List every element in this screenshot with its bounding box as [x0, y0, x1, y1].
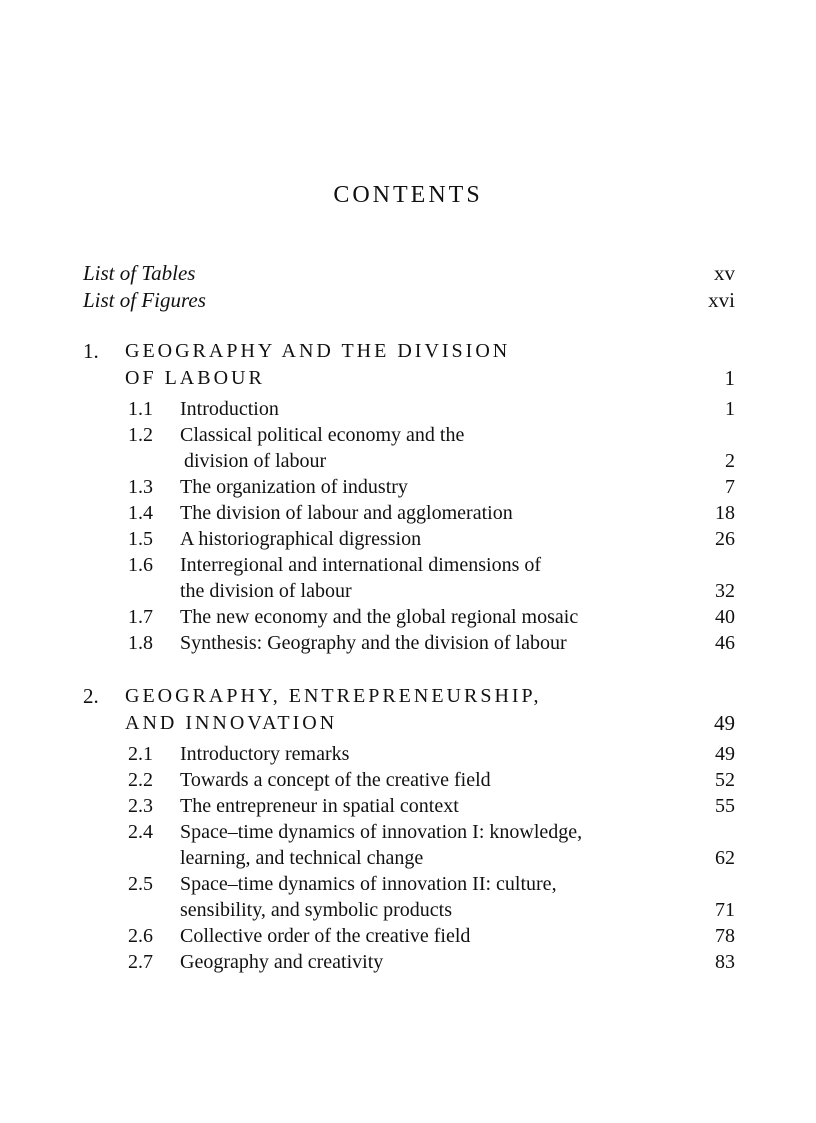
page-number: 32 [715, 580, 735, 602]
page-number: 78 [715, 925, 735, 947]
front-matter-item-tables[interactable] [83, 260, 735, 287]
chapter-1 [83, 338, 735, 656]
page-number: 83 [715, 951, 735, 973]
section-1-1[interactable] [83, 396, 735, 422]
section-2-7[interactable] [83, 949, 735, 975]
page-number: 71 [715, 899, 735, 921]
chapter-heading[interactable] [83, 683, 735, 737]
section-number: 2.5 [128, 873, 153, 895]
section-1-7[interactable] [83, 604, 735, 630]
section-1-3[interactable] [83, 474, 735, 500]
section-2-6[interactable] [83, 923, 735, 949]
page-number: 62 [715, 847, 735, 869]
section-1-5[interactable] [83, 526, 735, 552]
page-number: 49 [714, 711, 735, 735]
section-title-line: Classical political economy and the [180, 424, 465, 446]
section-title-line: Collective order of the creative field [180, 925, 471, 947]
section-number: 1.4 [128, 502, 153, 524]
chapter-title-line: GEOGRAPHY AND THE DIVISION [125, 340, 511, 362]
section-2-5[interactable] [83, 871, 735, 923]
section-number: 1.8 [128, 632, 153, 654]
page-number: 55 [715, 795, 735, 817]
section-1-8[interactable] [83, 630, 735, 656]
chapter-number: 1. [83, 339, 99, 363]
page-number: 2 [725, 450, 735, 472]
section-number: 2.2 [128, 769, 153, 791]
section-title-line: learning, and technical change [180, 847, 424, 869]
section-number: 1.3 [128, 476, 153, 498]
section-list [83, 396, 735, 656]
section-number: 2.4 [128, 821, 153, 843]
page-number: 7 [725, 476, 735, 498]
section-1-4[interactable] [83, 500, 735, 526]
chapter-number: 2. [83, 684, 99, 708]
page-number: xvi [708, 288, 735, 312]
section-title-line: the division of labour [180, 580, 352, 602]
section-number: 1.2 [128, 424, 153, 446]
section-number: 2.3 [128, 795, 153, 817]
page-number: 40 [715, 606, 735, 628]
page-number: xv [714, 261, 735, 285]
section-number: 1.7 [128, 606, 153, 628]
section-1-2[interactable] [83, 422, 735, 474]
section-title-line: Space–time dynamics of innovation I: knowledge, [180, 821, 583, 843]
page-number: 1 [725, 398, 735, 420]
section-1-6[interactable] [83, 552, 735, 604]
section-2-4[interactable] [83, 819, 735, 871]
section-title-line: Geography and creativity [180, 951, 384, 973]
chapter-2 [83, 683, 735, 975]
section-title-line: sensibility, and symbolic products [180, 899, 453, 921]
page-number: 52 [715, 769, 735, 791]
section-title-line: Introductory remarks [180, 743, 350, 765]
section-list [83, 741, 735, 975]
front-matter-label: List of Figures [83, 288, 206, 312]
front-matter-list [83, 260, 735, 314]
chapter-title-line: OF LABOUR [125, 367, 265, 389]
page-number: 26 [715, 528, 735, 550]
section-title-line: The division of labour and agglomeration [180, 502, 513, 524]
page-title: CONTENTS [333, 182, 483, 208]
section-title-line: Towards a concept of the creative field [180, 769, 491, 791]
chapter-title-line: GEOGRAPHY, ENTREPRENEURSHIP, [125, 685, 542, 707]
section-number: 1.6 [128, 554, 153, 576]
page-number: 49 [715, 743, 735, 765]
chapter-title-line: AND INNOVATION [125, 712, 338, 734]
section-title-line: Space–time dynamics of innovation II: culture, [180, 873, 557, 895]
section-title-line: The entrepreneur in spatial context [180, 795, 459, 817]
section-number: 1.5 [128, 528, 153, 550]
chapter-heading[interactable] [83, 338, 735, 392]
section-2-1[interactable] [83, 741, 735, 767]
section-2-2[interactable] [83, 767, 735, 793]
section-title-line: A historiographical digression [180, 528, 422, 550]
section-title-line: division of labour [184, 450, 327, 472]
section-title-line: The new economy and the global regional mosaic [180, 606, 579, 628]
front-matter-item-figures[interactable] [83, 287, 735, 314]
section-number: 2.6 [128, 925, 153, 947]
section-2-3[interactable] [83, 793, 735, 819]
page-number: 1 [724, 366, 735, 390]
page-number: 46 [715, 632, 735, 654]
section-number: 2.7 [128, 951, 153, 973]
section-number: 2.1 [128, 743, 153, 765]
section-title-line: Interregional and international dimensions of [180, 554, 542, 576]
section-number: 1.1 [128, 398, 153, 420]
page-number: 18 [715, 502, 735, 524]
section-title-line: Introduction [180, 398, 279, 420]
front-matter-label: List of Tables [83, 261, 196, 285]
section-title-line: Synthesis: Geography and the division of labour [180, 632, 567, 654]
section-title-line: The organization of industry [180, 476, 408, 498]
